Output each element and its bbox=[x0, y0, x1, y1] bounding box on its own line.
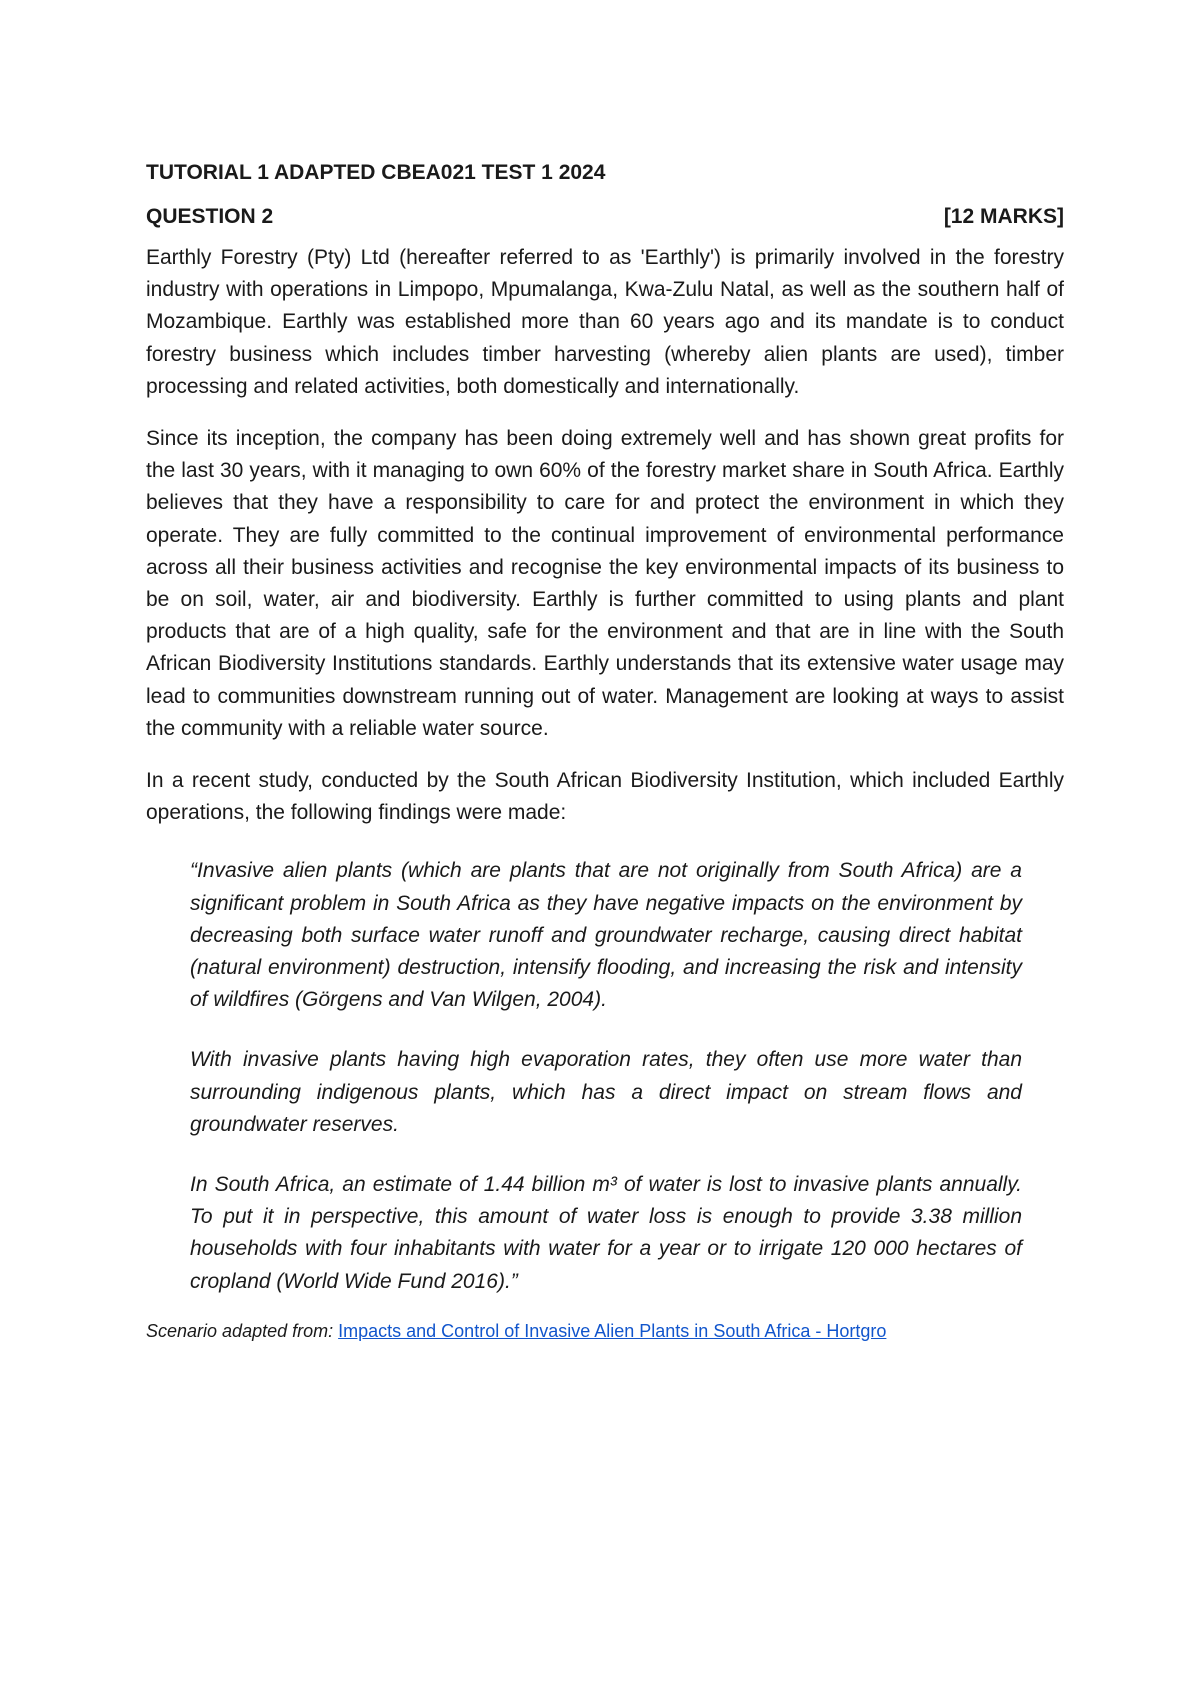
document-title: TUTORIAL 1 ADAPTED CBEA021 TEST 1 2024 bbox=[146, 161, 606, 184]
source-label: Scenario adapted from: bbox=[146, 1320, 339, 1341]
study-findings-quote bbox=[190, 855, 1022, 1297]
quote-paragraph-water-loss: In South Africa, an estimate of 1.44 billion m³ of water is lost to invasive plants annually. To put it in perspective, this amount of water loss is enough to provide 3.38 million households with four inhabitants with water for a year or to irrigate 120 000 hectares of cropland (World Wide Fund 2016).” bbox=[190, 1173, 1022, 1293]
quote-paragraph-invasive-impacts: “Invasive alien plants (which are plants that are not originally from South Africa) are a significant problem in South Africa as they have negative impacts on the environment by decreasing both surface water runoff and groundwater recharge, causing direct habitat (natural environment) destruction, intensify flooding, and increasing the risk and intensity of wildfires (Görgens and Van Wilgen, 2004). bbox=[190, 859, 1022, 1012]
paragraph-company-overview: Earthly Forestry (Pty) Ltd (hereafter referred to as 'Earthly') is primarily involved in the forestry industry with operations in Limpopo, Mpumalanga, Kwa-Zulu Natal, as well as the southern half of Mozambique. Earthly was established more than 60 years ago and its mandate is to conduct forestry business which includes timber harvesting (whereby alien plants are used), timber processing and related activities, both domestically and internationally. bbox=[146, 246, 1064, 398]
marks-label: [12 MARKS] bbox=[943, 205, 1064, 228]
paragraph-study-intro: In a recent study, conducted by the South African Biodiversity Institution, which included Earthly operations, the following findings were made: bbox=[146, 769, 1064, 825]
quote-paragraph-evaporation: With invasive plants having high evaporation rates, they often use more water than surrounding indigenous plants, which has a direct impact on stream flows and groundwater reserves. bbox=[190, 1048, 1022, 1136]
question-label: QUESTION 2 bbox=[146, 205, 274, 228]
paragraph-company-commitments: Since its inception, the company has been doing extremely well and has shown great profits for the last 30 years, with it managing to own 60% of the forestry market share in South Africa. Earthly believes that they have a responsibility to care for and protect the environment in which they operate. They are fully committed to the continual improvement of environmental performance across all their business activities and recognise the key environmental impacts of its business to be on soil, water, air and biodiversity. Earthly is further committed to using plants and plant products that are of a high quality, safe for the environment and that are in line with the South African Biodiversity Institutions standards. Earthly understands that its extensive water usage may lead to communities downstream running out of water. Management are looking at ways to assist the community with a reliable water source. bbox=[146, 427, 1064, 740]
source-citation bbox=[146, 1318, 1064, 1344]
document-page bbox=[146, 158, 1064, 1344]
source-link[interactable]: Impacts and Control of Invasive Alien Plants in South Africa - Hortgro bbox=[338, 1320, 887, 1341]
question-header bbox=[146, 202, 1064, 232]
